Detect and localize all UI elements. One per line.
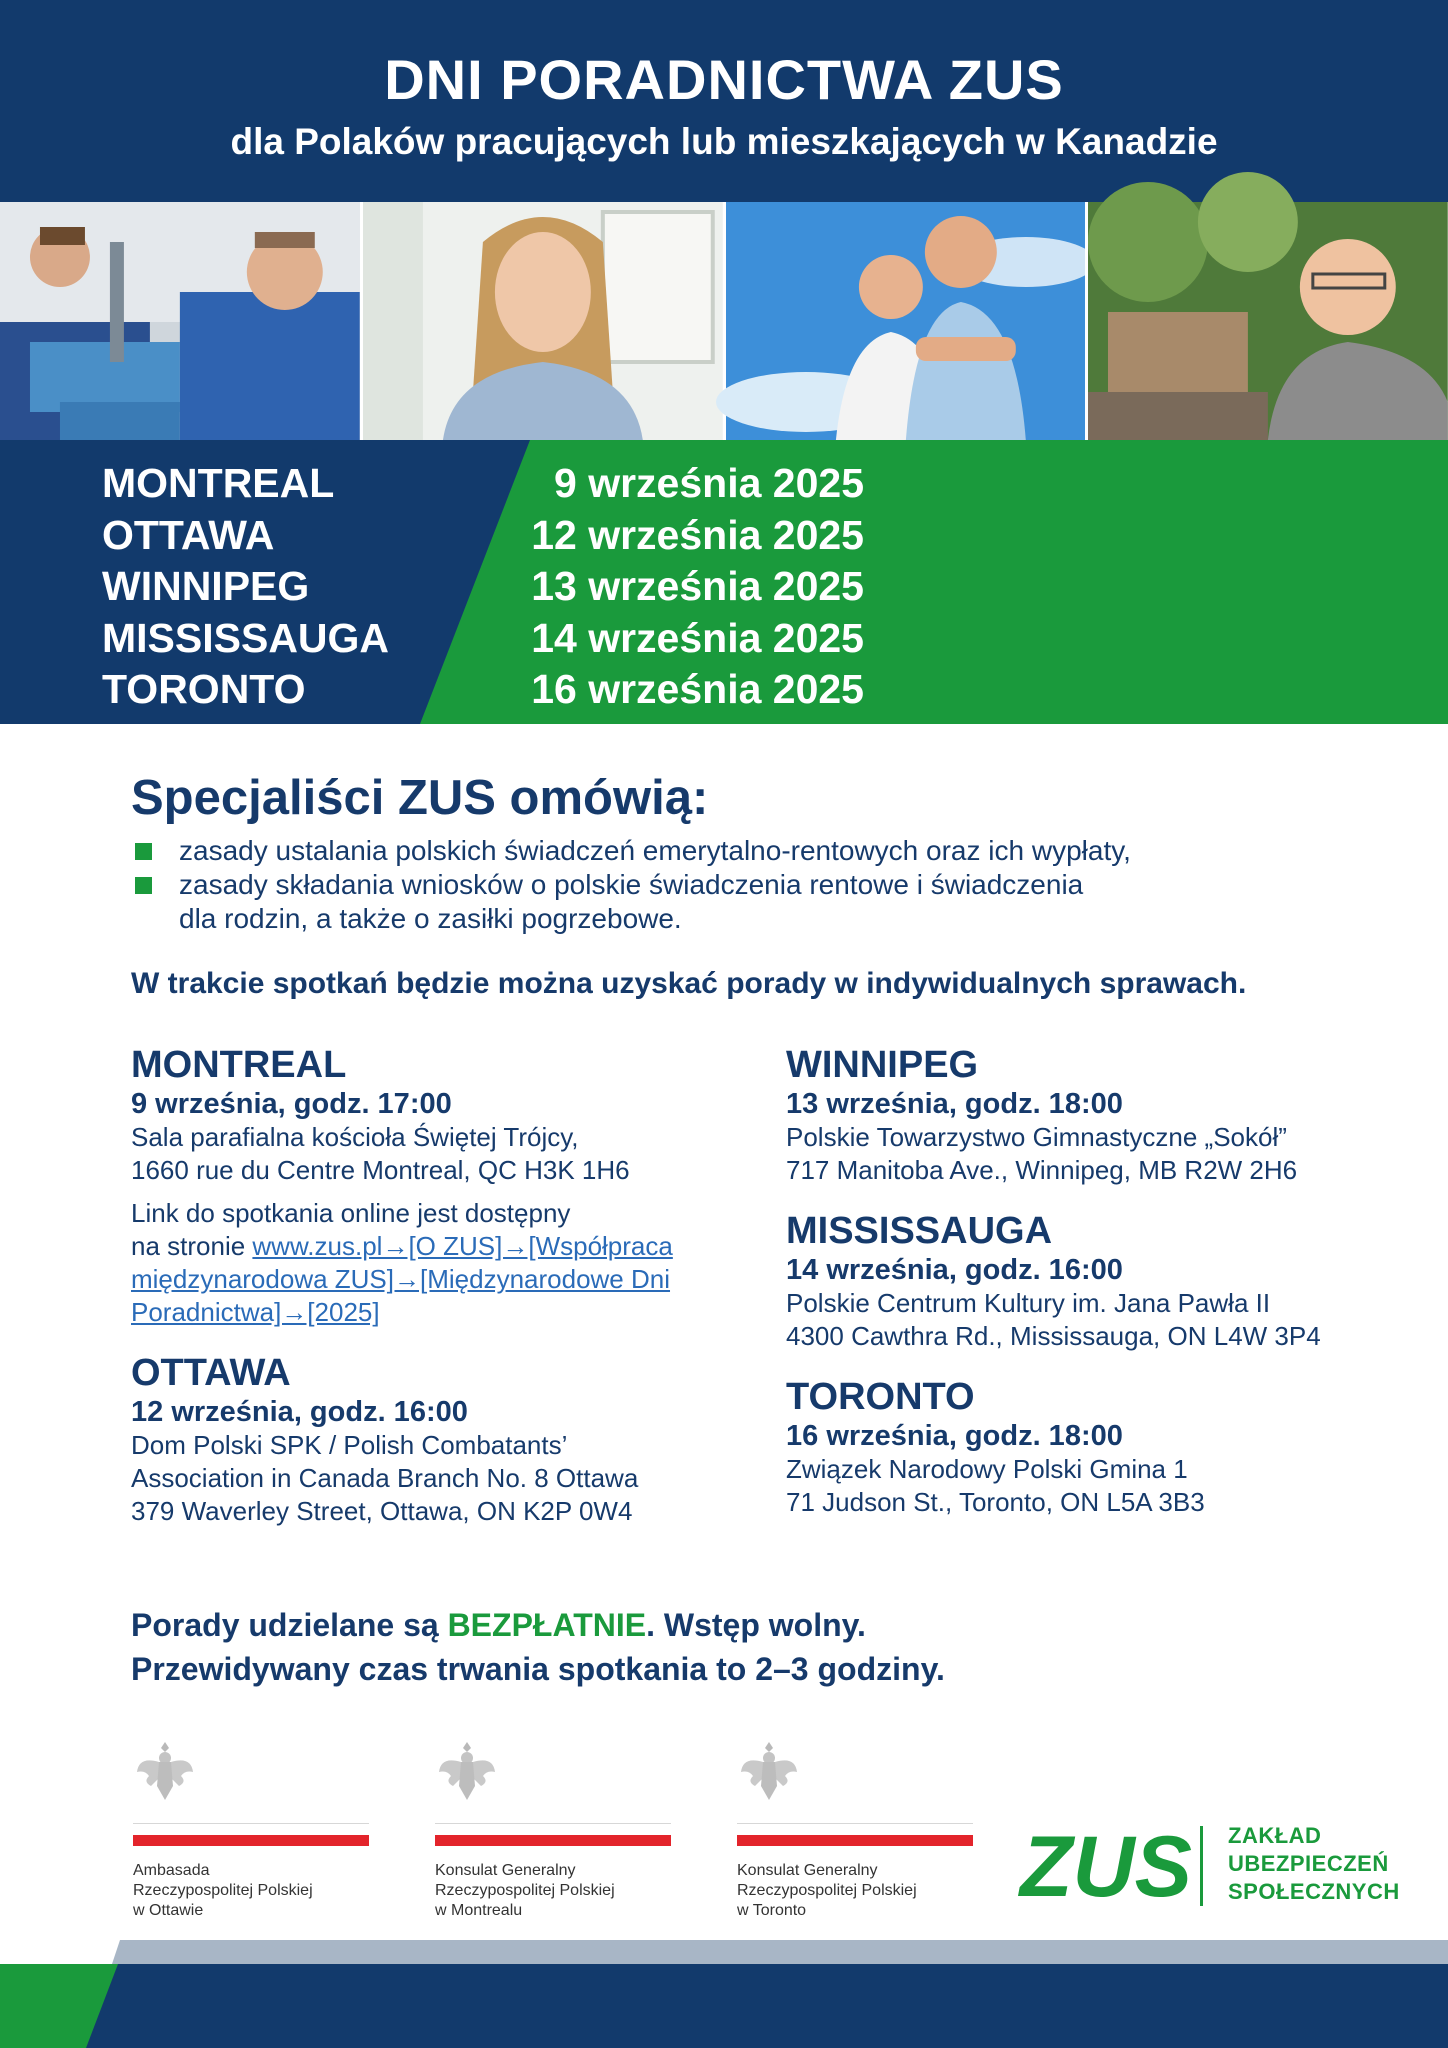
photo-couple xyxy=(723,202,1086,440)
venue-address-line: 379 Waverley Street, Ottawa, ON K2P 0W4 xyxy=(131,1496,633,1526)
venue-address-line: Związek Narodowy Polski Gmina 1 xyxy=(786,1454,1188,1484)
polish-flag-stripe xyxy=(133,1823,369,1847)
city-list xyxy=(102,458,389,716)
event-date: 14 września 2025 xyxy=(531,614,864,661)
venue-time: 12 września, godz. 16:00 xyxy=(131,1396,468,1428)
polish-eagle-icon xyxy=(135,1738,195,1804)
venue-address-line: 717 Manitoba Ave., Winnipeg, MB R2W 2H6 xyxy=(786,1155,1298,1185)
venue-address-line: Polskie Centrum Kultury im. Jana Pawła II xyxy=(786,1288,1271,1318)
zus-logo-text: ZUS xyxy=(1020,1819,1192,1915)
topic-text: dla rodzin, a także o zasiłki pogrzebowe. xyxy=(179,903,682,934)
photo-elderly-man xyxy=(1085,202,1448,440)
venue-time: 14 września, godz. 16:00 xyxy=(786,1254,1123,1286)
topic-text: zasady składania wniosków o polskie świadczenia rentowe i świadczenia xyxy=(179,869,1084,900)
city-dates-band xyxy=(0,440,1448,724)
topics-list xyxy=(131,834,1331,936)
zus-full-name xyxy=(1228,1822,1400,1906)
institution-name-line: Rzeczypospolitej Polskiej xyxy=(737,1882,917,1899)
venue-time: 13 września, godz. 18:00 xyxy=(786,1088,1123,1120)
venue-toronto xyxy=(786,1375,1386,1519)
green-square-icon xyxy=(135,877,152,894)
institution-name-line: w Toronto xyxy=(737,1902,807,1919)
list-item-continuation xyxy=(131,902,1331,936)
venue-address-line: 1660 rue du Centre Montreal, QC H3K 1H6 xyxy=(131,1155,630,1185)
online-text: Link do spotkania online jest dostępny xyxy=(131,1198,571,1228)
photo-workshop xyxy=(0,202,360,440)
free-advice-text: . Wstęp wolny. xyxy=(646,1607,866,1643)
institution-name xyxy=(737,1861,977,1921)
duration-line: Przewidywany czas trwania spotkania to 2–3 godziny. xyxy=(131,1651,945,1687)
institution-embassy-ottawa xyxy=(133,1738,373,1921)
venue-city: MISSISSAUGA xyxy=(786,1210,1053,1252)
venue-city: MONTREAL xyxy=(131,1044,347,1086)
institution-name-line: w Montrealu xyxy=(435,1902,523,1919)
institution-name-line: w Ottawie xyxy=(133,1902,204,1919)
venue-address-line: Association in Canada Branch No. 8 Ottawa xyxy=(131,1463,639,1493)
list-item xyxy=(131,834,1331,868)
venue-city: OTTAWA xyxy=(131,1352,291,1394)
venue-time: 9 września, godz. 17:00 xyxy=(131,1088,452,1120)
topics-section xyxy=(131,770,1331,1002)
online-text-line xyxy=(131,1230,731,1263)
venue-ottawa xyxy=(131,1351,731,1528)
venue-address-line: Dom Polski SPK / Polish Combatants’ xyxy=(131,1430,568,1460)
venues-left-column xyxy=(131,1043,731,1550)
green-square-icon xyxy=(135,843,152,860)
venue-address-line: Polskie Towarzystwo Gimnastyczne „Sokół” xyxy=(786,1122,1287,1152)
institution-name-line: Konsulat Generalny xyxy=(737,1862,878,1879)
event-date: 12 września 2025 xyxy=(531,511,864,558)
venue-address-line: 71 Judson St., Toronto, ON L5A 3B3 xyxy=(786,1487,1205,1517)
zus-logo-mark xyxy=(1020,1819,1192,1915)
event-date: 16 września 2025 xyxy=(531,666,864,712)
venue-address-line: 4300 Cawthra Rd., Mississauga, ON L4W 3P4 xyxy=(786,1321,1321,1351)
city-name: MONTREAL xyxy=(102,460,335,506)
zus-logo xyxy=(1020,1819,1406,1915)
photo-woman xyxy=(360,202,723,440)
polish-flag-stripe xyxy=(435,1823,671,1847)
free-advice-text: Porady udzielane są xyxy=(131,1607,448,1643)
online-text: na stronie xyxy=(131,1231,253,1261)
institution-consulate-toronto xyxy=(737,1738,977,1921)
zus-link[interactable]: międzynarodowa ZUS]→[Międzynarodowe Dni xyxy=(131,1264,671,1294)
institution-consulate-montreal xyxy=(435,1738,675,1921)
zus-link[interactable]: www.zus.pl→[O ZUS]→[Współpraca xyxy=(252,1231,673,1261)
city-name: WINNIPEG xyxy=(102,563,310,609)
list-item xyxy=(131,868,1331,902)
institution-name-line: Ambasada xyxy=(133,1862,210,1879)
institution-name-line: Konsulat Generalny xyxy=(435,1862,576,1879)
topic-text: zasady ustalania polskich świadczeń emerytalno-rentowych oraz ich wypłaty, xyxy=(179,835,1131,866)
venue-time: 16 września, godz. 18:00 xyxy=(786,1420,1123,1452)
page-subtitle: dla Polaków pracujących lub mieszkających w Kanadzie xyxy=(230,121,1218,162)
institution-name-line: Rzeczypospolitej Polskiej xyxy=(133,1882,313,1899)
venue-city: TORONTO xyxy=(786,1376,975,1418)
venue-montreal xyxy=(131,1043,731,1329)
header-banner xyxy=(0,0,1448,202)
photo-strip xyxy=(0,202,1448,440)
venue-address-line: Sala parafialna kościoła Świętej Trójcy, xyxy=(131,1122,579,1152)
zus-divider xyxy=(1200,1826,1203,1906)
free-advice-line xyxy=(131,1603,945,1647)
institution-name xyxy=(435,1861,675,1921)
event-date: 13 września 2025 xyxy=(531,563,864,609)
bottom-band xyxy=(0,1940,1448,2048)
venues-right-column xyxy=(786,1043,1386,1541)
institution-name xyxy=(133,1861,373,1921)
zus-name-line: UBEZPIECZEŃ xyxy=(1228,1851,1389,1876)
city-name: MISSISSAUGA xyxy=(102,614,390,661)
date-list xyxy=(500,458,864,716)
institution-name-line: Rzeczypospolitej Polskiej xyxy=(435,1882,615,1899)
zus-name-line: SPOŁECZNYCH xyxy=(1228,1879,1400,1904)
city-name: TORONTO xyxy=(102,666,306,712)
venue-mississauga xyxy=(786,1209,1386,1353)
online-info xyxy=(131,1197,731,1329)
page-title: DNI PORADNICTWA ZUS xyxy=(384,48,1064,111)
free-highlight: BEZPŁATNIE xyxy=(447,1607,647,1643)
venue-city: WINNIPEG xyxy=(786,1044,979,1086)
zus-link[interactable]: Poradnictwa]→[2025] xyxy=(131,1297,380,1327)
venue-winnipeg xyxy=(786,1043,1386,1187)
zus-name-line: ZAKŁAD xyxy=(1228,1823,1322,1848)
free-advice-note xyxy=(131,1603,945,1691)
polish-flag-stripe xyxy=(737,1823,973,1847)
city-name: OTTAWA xyxy=(102,511,275,558)
advice-note: W trakcie spotkań będzie można uzyskać porady w indywidualnych sprawach. xyxy=(131,967,1247,1000)
topics-heading: Specjaliści ZUS omówią: xyxy=(131,771,709,825)
event-date: 9 września 2025 xyxy=(554,460,864,506)
polish-eagle-icon xyxy=(739,1738,799,1804)
polish-eagle-icon xyxy=(437,1738,497,1804)
